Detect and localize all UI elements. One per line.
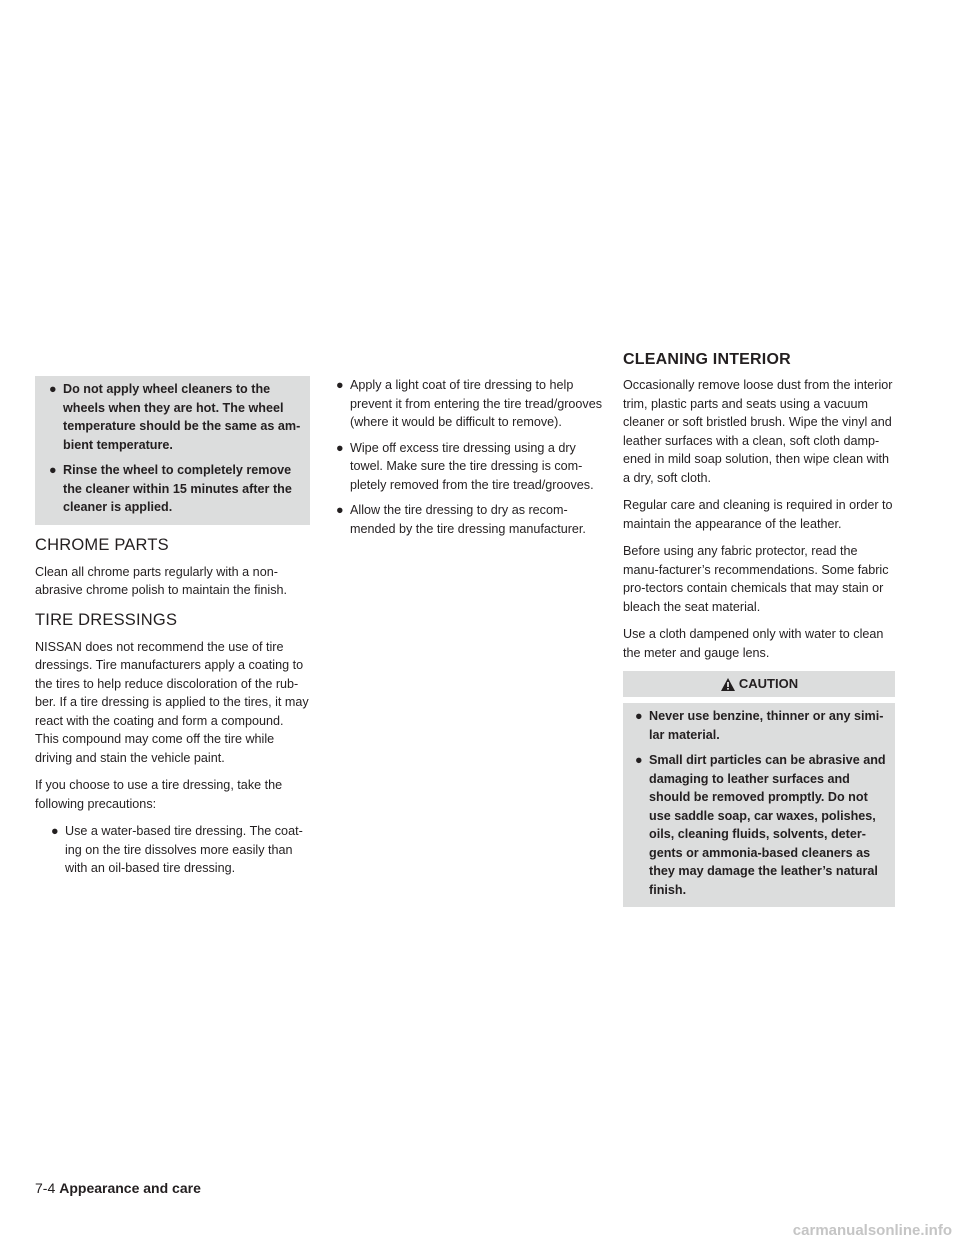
paragraph: Regular care and cleaning is required in order to maintain the appearance of the leather. (623, 498, 893, 531)
paragraph: Before using any fabric protector, read the manu-facturer’s recommendations. Some fabric pro-tectors contain chemicals that may stain or bleach the seat material. (623, 544, 889, 614)
bullet-icon: ● (49, 382, 57, 396)
page-footer (35, 1180, 201, 1196)
bullet-icon: ● (49, 463, 57, 477)
paragraph: Use a cloth dampened only with water to clean the meter and gauge lens. (623, 627, 884, 660)
watermark: carmanualsonline.info (792, 1222, 952, 1239)
section-title: CLEANING INTERIOR (623, 351, 791, 368)
caution-label: CAUTION (738, 675, 799, 691)
footer-section: Appearance and care (59, 1180, 201, 1196)
chrome-parts-heading: CHROME PARTS (35, 535, 169, 554)
warning-triangle-icon (720, 677, 736, 692)
page-number: 7-4 (35, 1180, 56, 1196)
caution-box (623, 703, 895, 907)
precaution-item: ● Allow the tire dressing to dry as recom-mended by the tire dressing manufacturer. (336, 503, 586, 536)
bullet-icon: ● (336, 440, 344, 455)
tire-dressings-text: NISSAN does not recommend the use of tire dressings. Tire manufacturers apply a coating to the tires to help reduce discoloration of the rub-ber. If a tire dressing is applied to the tires, it may react with the coating and form a compound. This compound may come off the tire while driving and stain the vehicle paint. (35, 639, 309, 765)
bullet-icon: ● (635, 709, 643, 723)
precaution-item: ● Apply a light coat of tire dressing to help prevent it from entering the tire tread/grooves (where it would be difficult to remove). (336, 378, 603, 429)
warning-item: ● Do not apply wheel cleaners to the wheels when they are hot. The wheel temperature should be the same as am-bient temperature. (49, 382, 301, 452)
bullet-icon: ● (51, 824, 59, 838)
precautions-intro: If you choose to use a tire dressing, take the following precautions: (35, 778, 283, 811)
warning-box (35, 376, 310, 525)
bullet-icon: ● (635, 753, 643, 767)
caution-header (623, 671, 895, 697)
column-left (35, 376, 310, 885)
paragraph: Occasionally remove loose dust from the interior trim, plastic parts and seats using a vacuum cleaner or soft bristled brush. Wipe the vinyl and leather surfaces with a clean, soft cloth damp-ened in mild soap solution, then wipe clean with a dry, soft cloth. (623, 378, 893, 485)
precaution-item: ● Wipe off excess tire dressing using a dry towel. Make sure the tire dressing is com-pletely removed from the tire tread/grooves. (336, 440, 594, 492)
caution-item: ● Small dirt particles can be abrasive and damaging to leather surfaces and should be removed promptly. Do not use saddle soap, car waxes, polishes, oils, cleaning fluids, solvents, deter-gents or ammonia-based cleaners as they may damage the leather’s natural finish. (635, 753, 886, 897)
bullet-icon: ● (336, 378, 344, 392)
bullet-icon: ● (336, 503, 344, 517)
chrome-parts-text: Clean all chrome parts regularly with a non-abrasive chrome polish to maintain the finish. (35, 564, 288, 597)
precaution-item: ● Use a water-based tire dressing. The coat-ing on the tire dissolves more easily than with an oil-based tire dressing. (51, 824, 303, 875)
tire-dressings-heading: TIRE DRESSINGS (35, 610, 178, 629)
column-right (623, 376, 895, 907)
caution-item: ● Never use benzine, thinner or any simi-lar material. (635, 709, 884, 742)
warning-item: ● Rinse the wheel to completely remove the cleaner within 15 minutes after the cleaner is applied. (49, 463, 292, 514)
column-middle (332, 376, 602, 545)
